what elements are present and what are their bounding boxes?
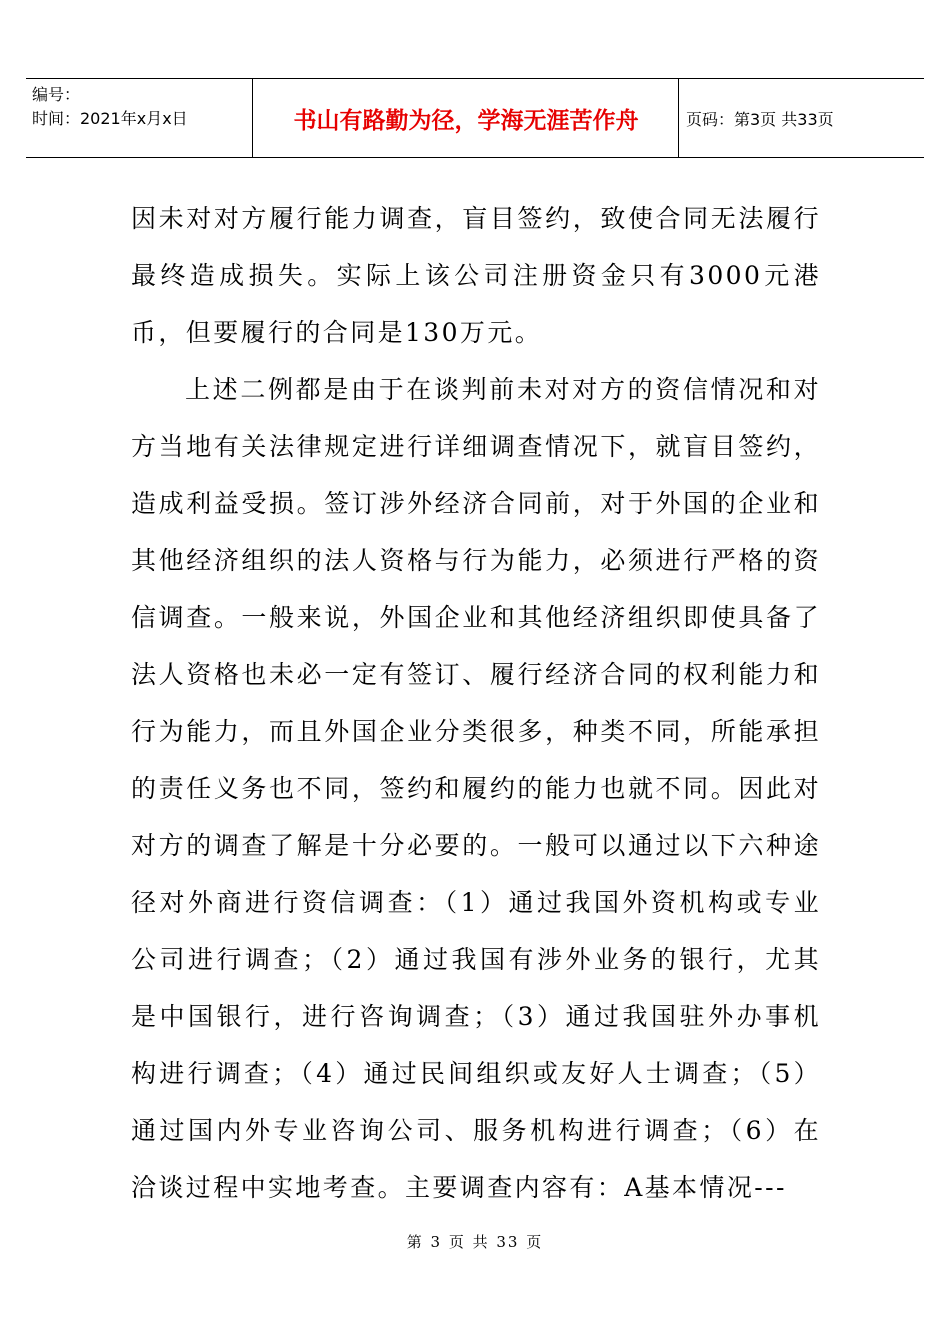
body-paragraph-2: 上述二例都是由于在谈判前未对对方的资信情况和对方当地有关法律规定进行详细调查情况下，就盲目签约，造成利益受损。签订涉外经济合同前，对于外国的企业和其他经济组织的法人资格与行为能力，必须进行严格的资信调查。一般来说，外国企业和其他经济组织即使具备了法人资格也未必一定有签订、履行经济合同的权利能力和行为能力，而且外国企业分类很多，种类不同，所能承担的责任义务也不同，签约和履约的能力也就不同。因此对对方的调查了解是十分必要的。一般可以通过以下六种途径对外商进行资信调查：（1）通过我国外资机构或专业公司进行调查；（2）通过我国有涉外业务的银行，尤其是中国银行，进行咨询调查；（3）通过我国驻外办事机构进行调查；（4）通过民间组织或友好人士调查；（5）通过国内外专业咨询公司、服务机构进行调查；（6）在洽谈过程中实地考查。主要调查内容有：A基本情况--- [131,375,821,1202]
body-paragraph-1: 因未对对方履行能力调查，盲目签约，致使合同无法履行最终造成损失。实际上该公司注册资金只有3000元港币，但要履行的合同是130万元。 [131,204,821,347]
header-page-info: 页码：第3页 共33页 [686,109,834,129]
page-header [26,78,924,158]
header-meta [32,83,250,131]
document-body [131,190,821,1216]
header-divider-left [252,79,253,157]
header-motto: 书山有路勤为径，学海无涯苦作舟 [293,107,639,134]
header-number-label: 编号： [32,85,81,104]
header-divider-right [678,79,679,157]
page-footer: 第 3 页 共 33 页 [406,1233,544,1251]
header-time-label: 时间：2021年x月x日 [32,109,188,128]
